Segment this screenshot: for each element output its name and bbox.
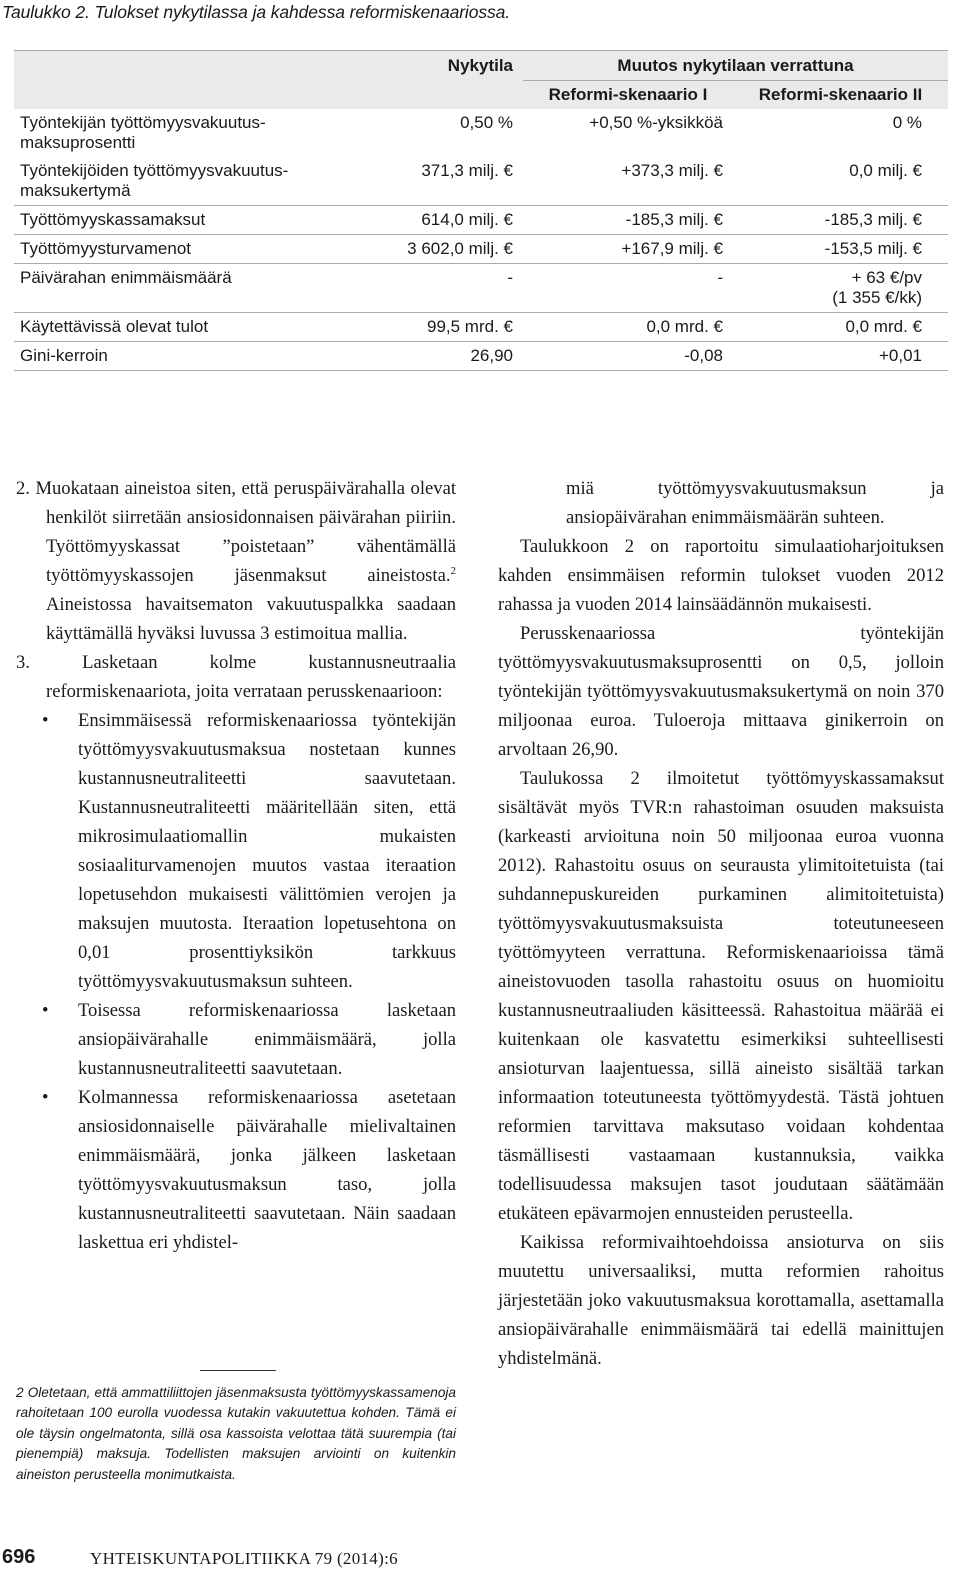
row-label: Työntekijän työttömyysvakuutus-maksuprosentti bbox=[20, 113, 266, 152]
continued-paragraph: miä työttömyysvakuutusmaksun ja ansiopäivärahan enimmäismäärän suhteen. bbox=[566, 478, 944, 528]
page-number: 696 bbox=[2, 1546, 36, 1568]
row-r2-secondary: (1 355 €/kk) bbox=[832, 288, 922, 307]
header-blank-2 bbox=[14, 81, 364, 110]
paragraph: Kaikissa reformivaihtoehdoissa ansioturva on siis muutettu universaaliksi, mutta reformien rahoitus järjestetään joko vakuutusmaksua korottamalla, asettamalla ansiopäivärahalle enimmäismäärä tai edellä mainittujen yhdistelmänä. bbox=[498, 1232, 944, 1369]
paragraph: Perusskenaariossa työntekijän työttömyysvakuutusmaksuprosentti on 0,5, jolloin työntekijän työttömyysvakuutusmaksukertymä on noin 370 miljoonaa euroa. Tuloeroja mittaava ginikerroin on arvoltaan 26,90. bbox=[498, 623, 944, 760]
list-item: • Kolmannessa reformiskenaariossa asetetaan ansiosidonnaiselle päivärahalle mielivaltainen enimmäismäärä, jonka jälkeen lasketaan työttömyysvakuutusmaksun taso, jolla kustannusneutraliteetti saavutetaan. Näin saadaan laskettua eri yhdistel- bbox=[78, 1083, 456, 1257]
list-item: • Ensimmäisessä reformiskenaariossa työntekijän työttömyysvakuutusmaksua nostetaan kunnes kustannusneutraliteetti saavutetaan. Kustannusneutraliteetti määritellään siten, että mikrosimulaatiomallin mukaisten sosiaaliturvamenojen muutos vastaa iteraation lopetusehdon mukaisesti välittömien verojen ja maksujen muutosta. Iteraation lopetusehtona on 0,01 prosenttiyksikön tarkkuus työttömyysvakuutusmaksun suhteen. bbox=[78, 706, 456, 996]
row-now: 0,50 % bbox=[460, 113, 513, 132]
row-r2: 0 % bbox=[892, 113, 922, 132]
row-now: 614,0 milj. € bbox=[364, 206, 523, 235]
table-header-row-2 bbox=[14, 81, 948, 110]
row-label: Työttömyysturvamenot bbox=[14, 235, 364, 264]
row-now: 99,5 mrd. € bbox=[364, 313, 523, 342]
row-label: Gini-kerroin bbox=[14, 342, 364, 371]
table-row bbox=[14, 342, 948, 371]
row-r2: 0,0 mrd. € bbox=[733, 313, 948, 342]
table-row bbox=[14, 235, 948, 264]
step-2-text: 2. Muokataan aineistoa siten, että peruspäivärahalla olevat henkilöt siirretään ansiosidonnaisen päivärahan piiriin. Työttömyyskassat ”poistetaan” vähentämällä työttömyyskassojen jäsenmaksut aineistosta. bbox=[16, 478, 456, 586]
header-r2: Reformi-skenaario II bbox=[733, 81, 948, 110]
row-label: Työttömyyskassamaksut bbox=[14, 206, 364, 235]
scenario-list bbox=[16, 706, 456, 1257]
row-r2: -153,5 milj. € bbox=[733, 235, 948, 264]
left-column bbox=[16, 474, 456, 1257]
row-r2: +0,01 bbox=[733, 342, 948, 371]
header-blank bbox=[14, 51, 364, 81]
page-footer bbox=[0, 1546, 960, 1576]
step-2-text-end: Aineistossa havaitsematon vakuutuspalkka saadaan käyttämällä hyväksi luvussa 3 estimoitua mallia. bbox=[46, 594, 456, 644]
row-r2: -185,3 milj. € bbox=[733, 206, 948, 235]
step-2-paragraph bbox=[16, 474, 456, 648]
row-label: Käytettävissä olevat tulot bbox=[14, 313, 364, 342]
results-table bbox=[14, 50, 948, 371]
row-r1: -0,08 bbox=[523, 342, 733, 371]
row-r2-cell bbox=[733, 264, 948, 313]
step-3-paragraph: 3. Lasketaan kolme kustannusneutraalia reformiskenaariota, joita verrataan perusskenaarioon: bbox=[16, 652, 456, 702]
header-r1: Reformi-skenaario I bbox=[523, 81, 733, 110]
row-r2: + 63 €/pv bbox=[851, 268, 922, 287]
table-row bbox=[14, 157, 948, 206]
row-now: 26,90 bbox=[364, 342, 523, 371]
row-r2: 0,0 milj. € bbox=[733, 157, 948, 206]
row-r1: +167,9 milj. € bbox=[523, 235, 733, 264]
footnote-ref: 2 bbox=[450, 564, 456, 577]
table-row bbox=[14, 313, 948, 342]
row-now: 3 602,0 milj. € bbox=[364, 235, 523, 264]
table-caption: Taulukko 2. Tulokset nykytilassa ja kahdessa reformiskenaariossa. bbox=[2, 2, 511, 22]
table-row bbox=[14, 109, 948, 157]
row-now: - bbox=[364, 264, 523, 313]
header-blank-3 bbox=[364, 81, 523, 110]
row-r1: - bbox=[523, 264, 733, 313]
table-header-row-1 bbox=[14, 51, 948, 81]
journal-name: YHTEISKUNTAPOLITIIKKA 79 (2014):6 bbox=[90, 1549, 398, 1568]
row-r1: 0,0 mrd. € bbox=[523, 313, 733, 342]
header-change: Muutos nykytilaan verrattuna bbox=[523, 51, 948, 81]
row-label: Työntekijöiden työttömyysvakuutus-maksukertymä bbox=[14, 157, 364, 206]
paragraph: Taulukkoon 2 on raportoitu simulaatioharjoituksen kahden ensimmäisen reformin tulokset vuoden 2012 rahassa ja vuoden 2014 lainsäädännön mukaisesti. bbox=[498, 536, 944, 615]
list-item: • Toisessa reformiskenaariossa lasketaan ansiopäivärahalle enimmäismäärä, jolla kustannusneutraliteetti saavutetaan. bbox=[78, 996, 456, 1083]
right-column bbox=[498, 474, 944, 1373]
header-now: Nykytila bbox=[364, 51, 523, 81]
row-now: 371,3 milj. € bbox=[364, 157, 523, 206]
footnote: 2 Oletetaan, että ammattiliittojen jäsenmaksusta työttömyyskassamenoja rahoitetaan 100 eurolla vuodessa kutakin vakuutettua kohden. Tämä ei ole täysin ongelmatonta, sillä osa kassoista velottaa tätä suurempia (tai pienempiä) maksuja. Todellisten maksujen arviointi on kuitenkin aineiston perusteella monimutkaista. bbox=[16, 1385, 456, 1482]
paragraph: Taulukossa 2 ilmoitetut työttömyyskassamaksut sisältävät myös TVR:n rahastoiman osuuden maksuista (karkeasti arvioituna noin 50 miljoonaa euroa vuonna 2012). Rahastoitu osuus on seurausta ylimitoitetuista (tai suhdannepuskureiden purkaminen alimitoitetuista) työttömyysvakuutusmaksuista toteutuneeseen työttömyyteen verrattuna. Reformiskenaarioissa tämä aineistovuoden tasolla rahastoitu osuus on huomioitu kustannusneutraaliuden käsitteessä. Rahastoitua määrää ei kuitenkaan ole kasvatettu esimerkiksi suhteellisesti ansioturvan laajentuessa, sillä aineisto sisältää tarkan informaation toteutuneesta työttömyydestä. Tästä johtuen reformien tarvittava maksutaso voidaan kohdentaa täsmällisesti vastaamaan kustannuksia, vaikka todellisuudessa maksujen tasot joudutaan säätämään etukäteen epävarmojen ennusteiden perusteella. bbox=[498, 768, 944, 1224]
table-row bbox=[14, 264, 948, 313]
footnote-rule bbox=[200, 1370, 276, 1371]
row-r1: +0,50 %-yksikköä bbox=[589, 113, 723, 132]
row-label: Päivärahan enimmäismäärä bbox=[14, 264, 364, 313]
row-r1: +373,3 milj. € bbox=[523, 157, 733, 206]
table-row bbox=[14, 206, 948, 235]
row-r1: -185,3 milj. € bbox=[523, 206, 733, 235]
